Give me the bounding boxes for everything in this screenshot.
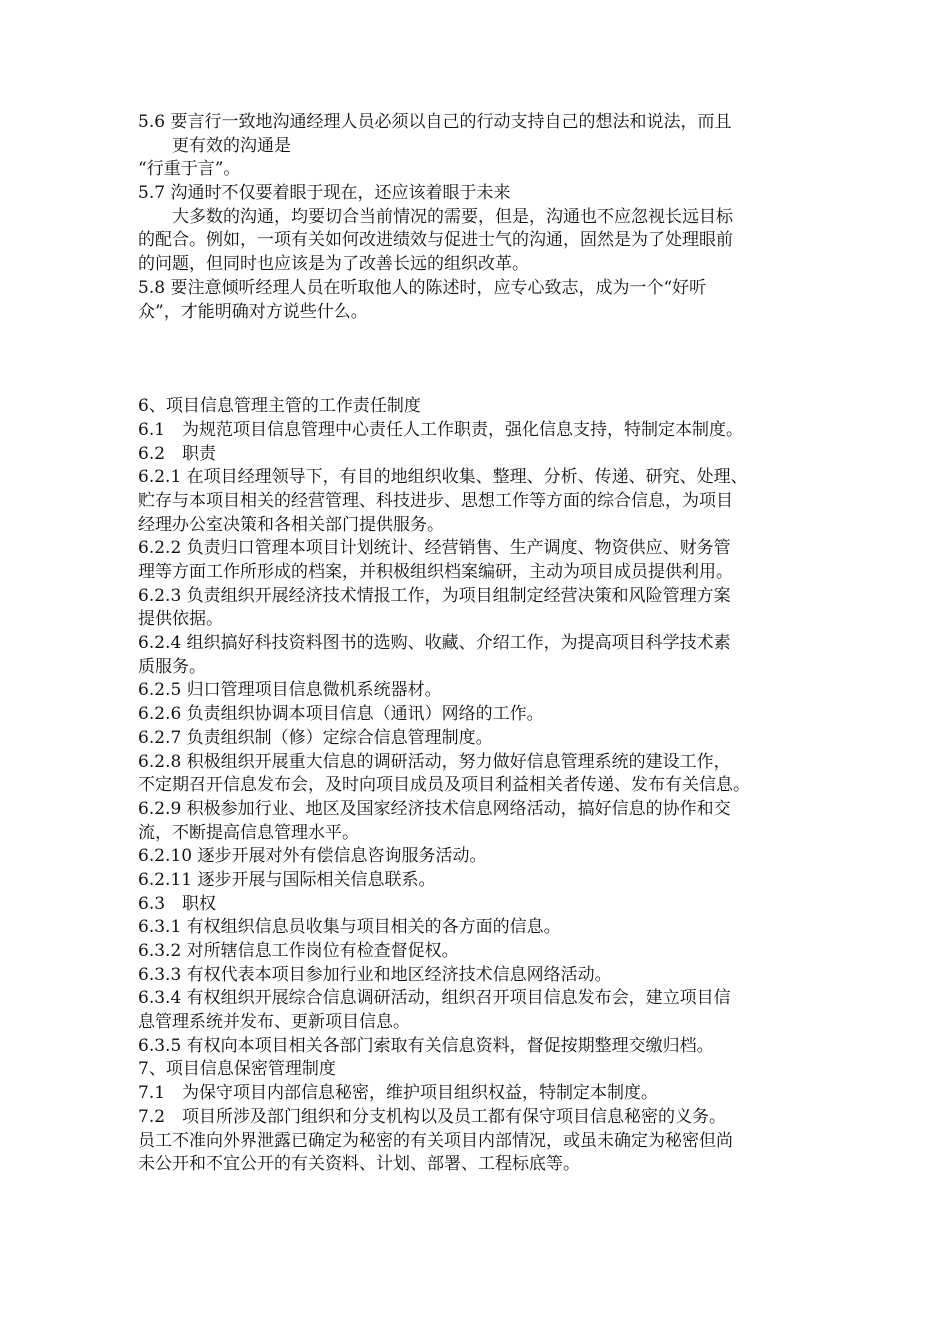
- text-line: 6.2.6 负责组织协调本项目信息（通讯）网络的工作。: [138, 704, 544, 725]
- text-line: 众”，才能明确对方说些什么。: [138, 301, 368, 322]
- text-line: “行重于言”。: [138, 159, 241, 180]
- text-line: 6.3.5 有权向本项目相关各部门索取有关信息资料，督促按期整理交缴归档。: [138, 1035, 714, 1056]
- text-line: 6、项目信息管理主管的工作责任制度: [138, 396, 421, 417]
- text-line: 经理办公室决策和各相关部门提供服务。: [138, 514, 444, 535]
- text-line: 大多数的沟通，均要切合当前情况的需要，但是，沟通也不应忽视长远目标: [172, 206, 733, 227]
- text-line: 提供依据。: [138, 609, 223, 630]
- text-line: 7.2 项目所涉及部门组织和分支机构以及员工都有保守项目信息秘密的义务。: [138, 1106, 727, 1127]
- text-line: 5.7 沟通时不仅要着眼于现在，还应该着眼于未来: [138, 183, 511, 204]
- text-line: 未公开和不宜公开的有关资料、计划、部署、工程标底等。: [138, 1154, 580, 1175]
- text-line: 6.2.1 在项目经理领导下，有目的地组织收集、整理、分析、传递、研究、处理、: [138, 467, 748, 488]
- text-line: 5.8 要注意倾听经理人员在听取他人的陈述时，应专心致志，成为一个“好听: [138, 277, 707, 298]
- text-line: 流，不断提高信息管理水平。: [138, 822, 359, 843]
- text-line: 理等方面工作所形成的档案，并积极组织档案编研，主动为项目成员提供利用。: [138, 562, 733, 582]
- text-line: 6.2.10 逐步开展对外有偿信息咨询服务活动。: [138, 846, 487, 867]
- blank-spacer: [138, 324, 838, 395]
- text-line: 7、项目信息保密管理制度: [138, 1059, 336, 1080]
- text-line: 的配合。例如，一项有关如何改进绩效与促进士气的沟通，固然是为了处理眼前: [138, 230, 733, 251]
- text-line: 6.3.2 对所辖信息工作岗位有检查督促权。: [138, 941, 459, 961]
- text-line: 6.2.8 积极组织开展重大信息的调研活动，努力做好信息管理系统的建设工作，: [138, 751, 731, 772]
- text-line: 6.1 为规范项目信息管理中心责任人工作职责，强化信息支持，特制定本制度。: [138, 419, 744, 440]
- text-line: 6.2.11 逐步开展与国际相关信息联系。: [138, 869, 436, 890]
- text-line: 6.2 职责: [138, 443, 217, 464]
- text-line: 6.3.4 有权组织开展综合信息调研活动，组织召开项目信息发布会，建立项目信: [138, 988, 731, 1009]
- text-line: 6.2.2 负责归口管理本项目计划统计、经营销售、生产调度、物资供应、财务管: [138, 538, 731, 559]
- text-line: 员工不准向外界泄露已确定为秘密的有关项目内部情况，或虽未确定为秘密但尚: [138, 1130, 733, 1151]
- text-line: 6.3.3 有权代表本项目参加行业和地区经济技术信息网络活动。: [138, 964, 612, 985]
- text-line: 6.2.5 归口管理项目信息微机系统器材。: [138, 680, 442, 701]
- text-line: 6.3 职权: [138, 893, 217, 914]
- text-line: 6.2.4 组织搞好科技资料图书的选购、收藏、介绍工作，为提高项目科学技术素: [138, 633, 731, 654]
- text-line: 贮存与本项目相关的经营管理、科技进步、思想工作等方面的综合信息，为项目: [138, 490, 733, 511]
- text-line: 息管理系统并发布、更新项目信息。: [138, 1012, 410, 1033]
- text-line: 质服务。: [138, 656, 206, 677]
- text-line: 7.1 为保守项目内部信息秘密，维护项目组织权益，特制定本制度。: [138, 1083, 659, 1104]
- text-line: 不定期召开信息发布会，及时向项目成员及项目利益相关者传递、发布有关信息。: [138, 775, 750, 796]
- text-line: 6.2.9 积极参加行业、地区及国家经济技术信息网络活动，搞好信息的协作和交: [138, 798, 731, 819]
- text-line: 5.6 要言行一致地沟通经理人员必须以自己的行动支持自己的想法和说法，而且: [138, 112, 732, 132]
- document-body: [138, 111, 838, 1177]
- text-line: 的问题，但同时也应该是为了改善长远的组织改革。: [138, 254, 529, 275]
- text-line: 6.3.1 有权组织信息员收集与项目相关的各方面的信息。: [138, 917, 561, 938]
- text-line: 6.2.7 负责组织制（修）定综合信息管理制度。: [138, 727, 493, 748]
- text-line: 更有效的沟通是: [172, 135, 291, 156]
- text-line: 6.2.3 负责组织开展经济技术情报工作，为项目组制定经营决策和风险管理方案: [138, 585, 731, 606]
